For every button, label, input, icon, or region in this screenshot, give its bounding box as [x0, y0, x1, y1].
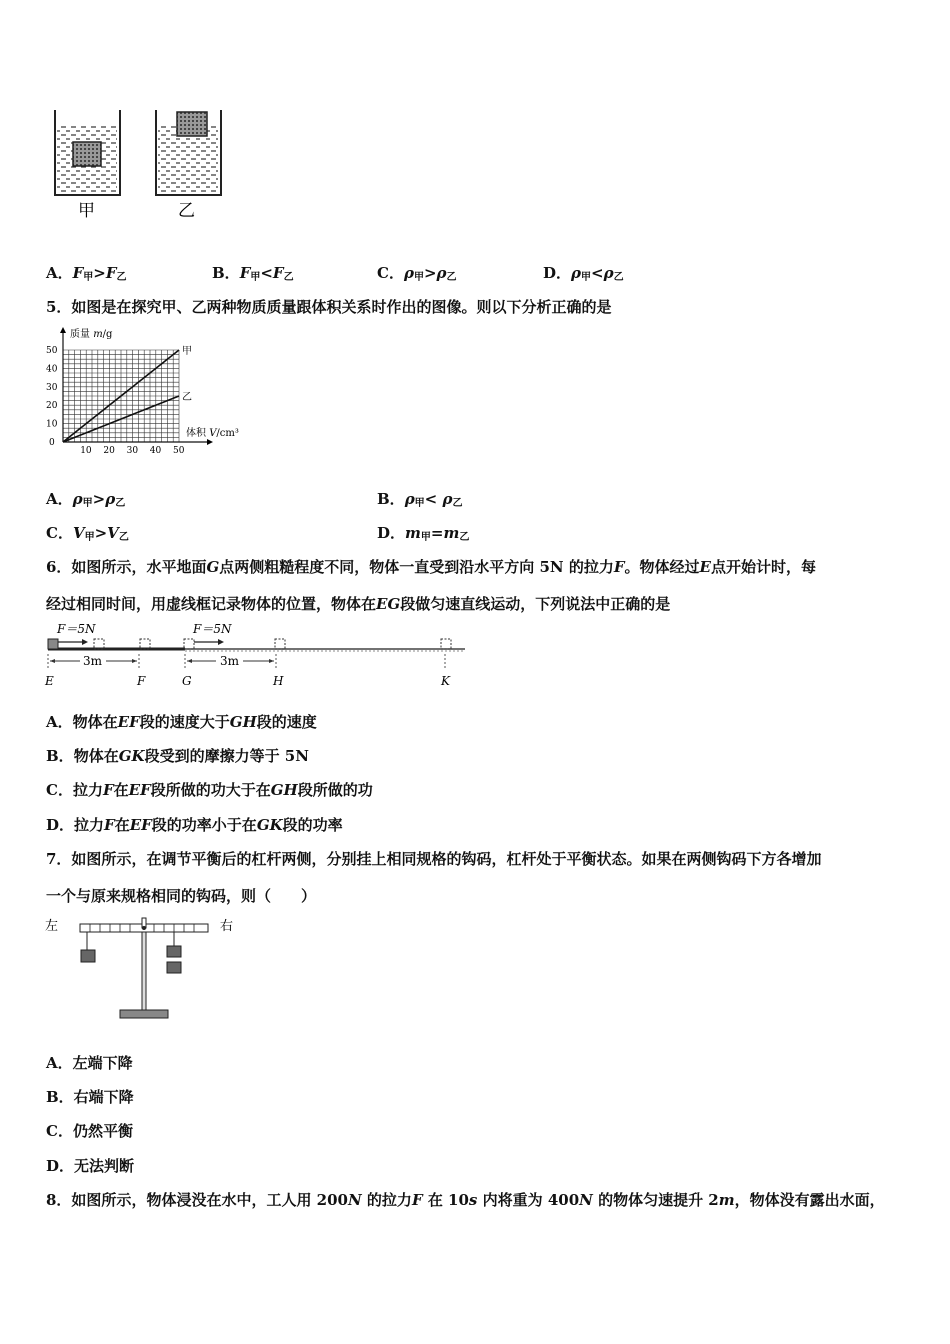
x-tick-label: 50 — [173, 446, 185, 456]
q6-option-c[interactable]: C．拉力F在EF段所做的功大于在GH段所做的功 — [46, 781, 373, 799]
distance-label-2: 3m — [220, 654, 240, 668]
q7-option-d[interactable]: D．无法判断 — [46, 1157, 135, 1175]
x-tick-label: 10 — [80, 446, 92, 456]
q6-stem-line1: 6．如图所示，水平地面G点两侧粗糙程度不同，物体一直受到沿水平方向 5N 的拉力F。物体经过E点开始计时，每 — [46, 558, 816, 576]
left-hook-weight — [81, 950, 95, 962]
point-G: G — [182, 674, 192, 688]
y-tick-label: 20 — [46, 401, 58, 412]
q5-option-c[interactable]: C．$V_甲>V_乙$ — [46, 524, 129, 543]
q4-option-a[interactable]: A．$F_甲>F_乙$ — [46, 264, 127, 283]
q5-option-b[interactable]: B．$\rho_甲< \rho_乙$ — [377, 490, 463, 509]
y-tick-label: 40 — [46, 364, 58, 375]
series-label-jia: 甲 — [182, 346, 192, 357]
q5-stem: 5．如图是在探究甲、乙两种物质质量跟体积关系时作出的图像。则以下分析正确的是 — [46, 298, 612, 316]
q7-stem-line1: 7．如图所示，在调节平衡后的杠杆两侧，分别挂上相同规格的钩码，杠杆处于平衡状态。如果在两侧钩码下方各增加 — [46, 850, 822, 868]
chart-ylabel: 质量 m/g — [70, 329, 113, 340]
q6-option-a[interactable]: A．物体在EF段的速度大于GH段的速度 — [46, 713, 317, 731]
y-tick-label: 10 — [46, 419, 58, 430]
q8-stem: 8．如图所示，物体浸没在水中，工人用 200N 的拉力F 在 10s 内将重为 400N 的物体匀速提升 2m，物体没有露出水面， — [46, 1191, 885, 1209]
y-tick-label: 30 — [46, 382, 58, 393]
right-hook-weight-2 — [167, 962, 181, 973]
q7-option-c[interactable]: C．仍然平衡 — [46, 1122, 133, 1140]
x-tick-label: 40 — [149, 446, 162, 456]
lever-label-left: 左 — [45, 919, 59, 934]
lever-figure — [40, 912, 240, 1027]
beaker-label-jia: 甲 — [78, 201, 95, 221]
q7-option-b[interactable]: B．右端下降 — [46, 1088, 134, 1106]
point-K: K — [441, 674, 450, 688]
series-label-yi: 乙 — [182, 392, 192, 403]
object-block — [48, 639, 58, 649]
x-tick-label: 30 — [126, 446, 139, 456]
q5-option-a[interactable]: A．$\rho_甲>\rho_乙$ — [46, 490, 126, 509]
beaker-yi — [156, 110, 221, 195]
mass-volume-chart — [40, 325, 260, 460]
q4-option-c[interactable]: C．$\rho_甲>\rho_乙$ — [377, 264, 457, 283]
right-hook-weight-1 — [167, 946, 181, 957]
x-axis-arrow — [207, 439, 213, 445]
distance-label-1: 3m — [83, 654, 103, 668]
q4-option-b[interactable]: B．$F_甲<F_乙$ — [212, 264, 294, 283]
y-axis-arrow — [60, 327, 66, 333]
q5-option-d[interactable]: D．$m_甲=m_乙$ — [377, 524, 470, 543]
q7-option-a[interactable]: A．左端下降 — [46, 1054, 133, 1072]
lever-label-right: 右 — [220, 919, 234, 934]
force-label-2: F＝5N — [193, 622, 232, 636]
q4-option-d[interactable]: D．$\rho_甲<\rho_乙$ — [543, 264, 624, 283]
q6-option-b[interactable]: B．物体在GK段受到的摩擦力等于 5N — [46, 747, 309, 765]
beakers-figure — [40, 100, 240, 230]
point-E: E — [45, 674, 54, 688]
point-H: H — [273, 674, 284, 688]
q6-option-d[interactable]: D．拉力F在EF段的功率小于在GK段的功率 — [46, 816, 343, 834]
chart-series — [63, 345, 192, 442]
y-tick-label: 0 — [49, 438, 55, 448]
y-tick-label: 50 — [46, 346, 58, 356]
force-label-1: F＝5N — [57, 622, 96, 636]
q6-stem-line2: 经过相同时间，用虚线框记录物体的位置，物体在EG段做匀速直线运动，下列说法中正确的是 — [46, 595, 671, 613]
motion-figure — [40, 618, 480, 693]
q7-stem-line2: 一个与原来规格相同的钩码，则（ ） — [46, 887, 317, 905]
beaker-label-yi: 乙 — [178, 201, 195, 221]
point-F: F — [137, 674, 146, 688]
x-tick-label: 20 — [103, 446, 115, 456]
chart-xlabel: 体积 V/cm³ — [186, 428, 239, 439]
beaker-jia — [55, 110, 120, 195]
